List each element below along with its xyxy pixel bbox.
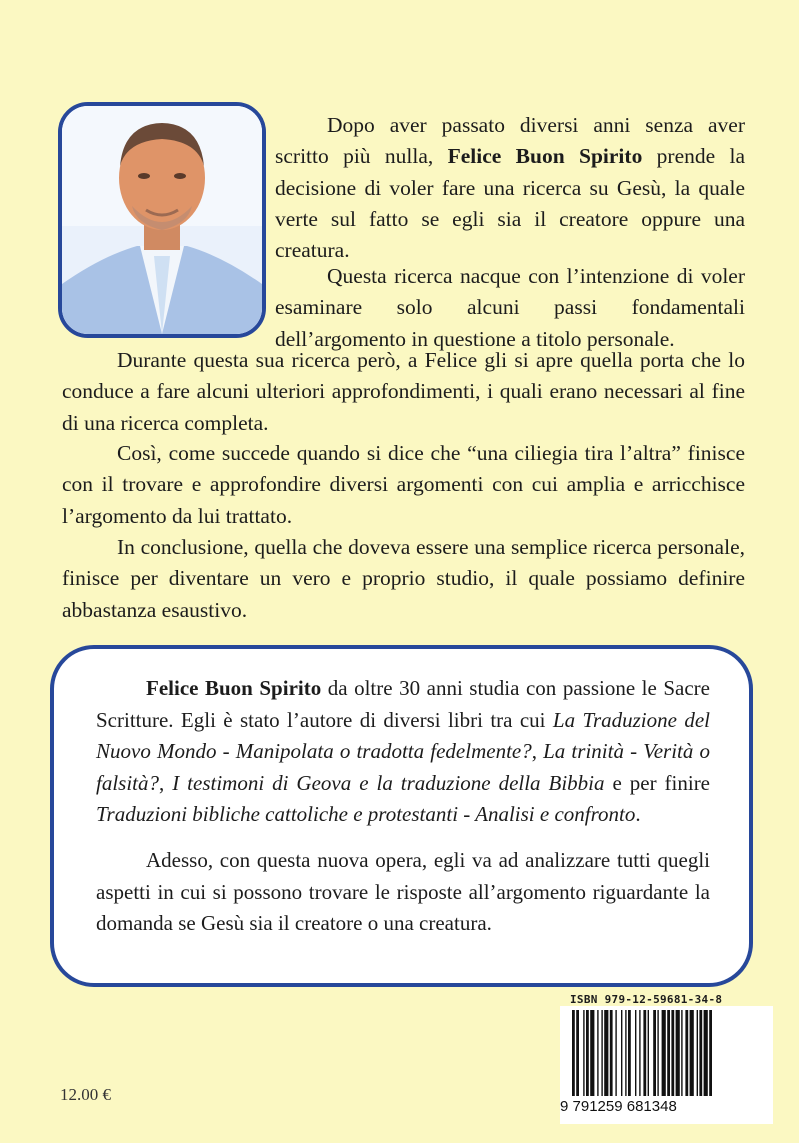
book-title-4: Traduzioni bibliche cattoliche e protestanti - Analisi e confronto	[96, 802, 636, 826]
bio-author-name: Felice Buon Spirito	[146, 676, 322, 700]
book-title-2: La trinità - Verità o falsità?	[96, 739, 710, 795]
barcode-bar	[586, 1010, 589, 1096]
bio-text-b: e per finire	[604, 770, 711, 795]
barcode-bar	[572, 1010, 575, 1096]
barcode-bar	[685, 1010, 688, 1096]
barcode-bar	[628, 1010, 631, 1096]
barcode-bar	[604, 1010, 608, 1096]
price: 12.00 €	[60, 1085, 111, 1104]
barcode-bar	[621, 1010, 622, 1096]
author-name: Felice Buon Spirito	[447, 144, 643, 169]
book-title-1: La Traduzione del Nuovo Mondo - Manipolata o tradotta fedelmente?	[96, 707, 710, 763]
barcode-bar	[676, 1010, 680, 1096]
barcode-bar	[601, 1010, 602, 1096]
barcode-digits: 9 791259 681348	[560, 1098, 677, 1115]
author-photo	[58, 102, 266, 338]
book-title-3: I testimoni di Geova e la traduzione della Bibbia	[172, 770, 605, 795]
intro-p1-text-a: Dopo aver passato diversi anni senza aver scritto più nulla,	[275, 113, 745, 169]
barcode-bars-icon	[560, 1006, 773, 1098]
barcode-bar	[590, 1010, 594, 1096]
intro-paragraph-4: Così, come succede quando si dice che “una ciliegia tira l’altra” finisce con il trovare e approfondire diversi argomenti con cui amplia e arricchisce l’argomento da lui trattato.	[62, 441, 745, 528]
barcode-bar	[697, 1010, 698, 1096]
barcode-bar	[704, 1010, 708, 1096]
intro-p1-text-b: prende la decisione di voler fare una ricerca su Gesù, la quale verte sul fatto se egli sia il creatore oppure una creatura.	[275, 144, 746, 263]
barcode-bar	[597, 1010, 598, 1096]
barcode-bar	[653, 1010, 656, 1096]
barcode-bar	[662, 1010, 666, 1096]
barcode-bar	[671, 1010, 674, 1096]
intro-paragraph-1	[275, 110, 745, 266]
bio-sep-2: ,	[159, 770, 173, 795]
barcode-bar	[576, 1010, 579, 1096]
barcode-bar	[625, 1010, 626, 1096]
bio-paragraph-1	[96, 673, 710, 831]
barcode-bar	[667, 1010, 670, 1096]
barcode-bar	[699, 1010, 702, 1096]
bio-sep-1: ,	[531, 739, 544, 763]
intro-paragraph-3: Durante questa sua ricerca però, a Felice gli si apre quella porta che lo conduce a fare alcuni ulteriori approfondimenti, i quali erano necessari al fine di una ricerca completa.	[62, 348, 745, 435]
intro-paragraph-5: In conclusione, quella che doveva essere una semplice ricerca personale, finisce per diventare un vero e proprio studio, il quale possiamo definire abbastanza esaustivo.	[62, 535, 745, 622]
barcode-bar	[709, 1010, 712, 1096]
bio-paragraph-2: Adesso, con questa nuova opera, egli va ad analizzare tutti quegli aspetti in cui si possono trovare le risposte all’argomento riguardante la domanda se Gesù sia il creatore o una creatura.	[96, 848, 710, 935]
barcode-bar	[583, 1010, 584, 1096]
barcode-bar	[643, 1010, 646, 1096]
bio-text-c: .	[635, 802, 641, 826]
author-bio-box	[50, 645, 753, 987]
barcode-bar	[639, 1010, 640, 1096]
barcode-bar	[615, 1010, 616, 1096]
author-portrait-icon	[62, 106, 262, 334]
barcode-bar	[657, 1010, 658, 1096]
barcode-bar	[681, 1010, 682, 1096]
intro-paragraph-2: Questa ricerca nacque con l’intenzione di voler esaminare solo alcuni passi fondamentali dell’argomento in questione a titolo personale.	[275, 264, 745, 351]
barcode-bar	[648, 1010, 649, 1096]
barcode-bar	[635, 1010, 636, 1096]
bio-text-a: da oltre 30 anni studia con passione le Sacre Scritture. Egli è stato l’autore di diversi libri tra cui	[96, 676, 710, 732]
barcode	[560, 1006, 773, 1124]
isbn-label: ISBN 979-12-59681-34-8	[570, 993, 723, 1006]
barcode-bar	[610, 1010, 613, 1096]
barcode-bar	[690, 1010, 694, 1096]
